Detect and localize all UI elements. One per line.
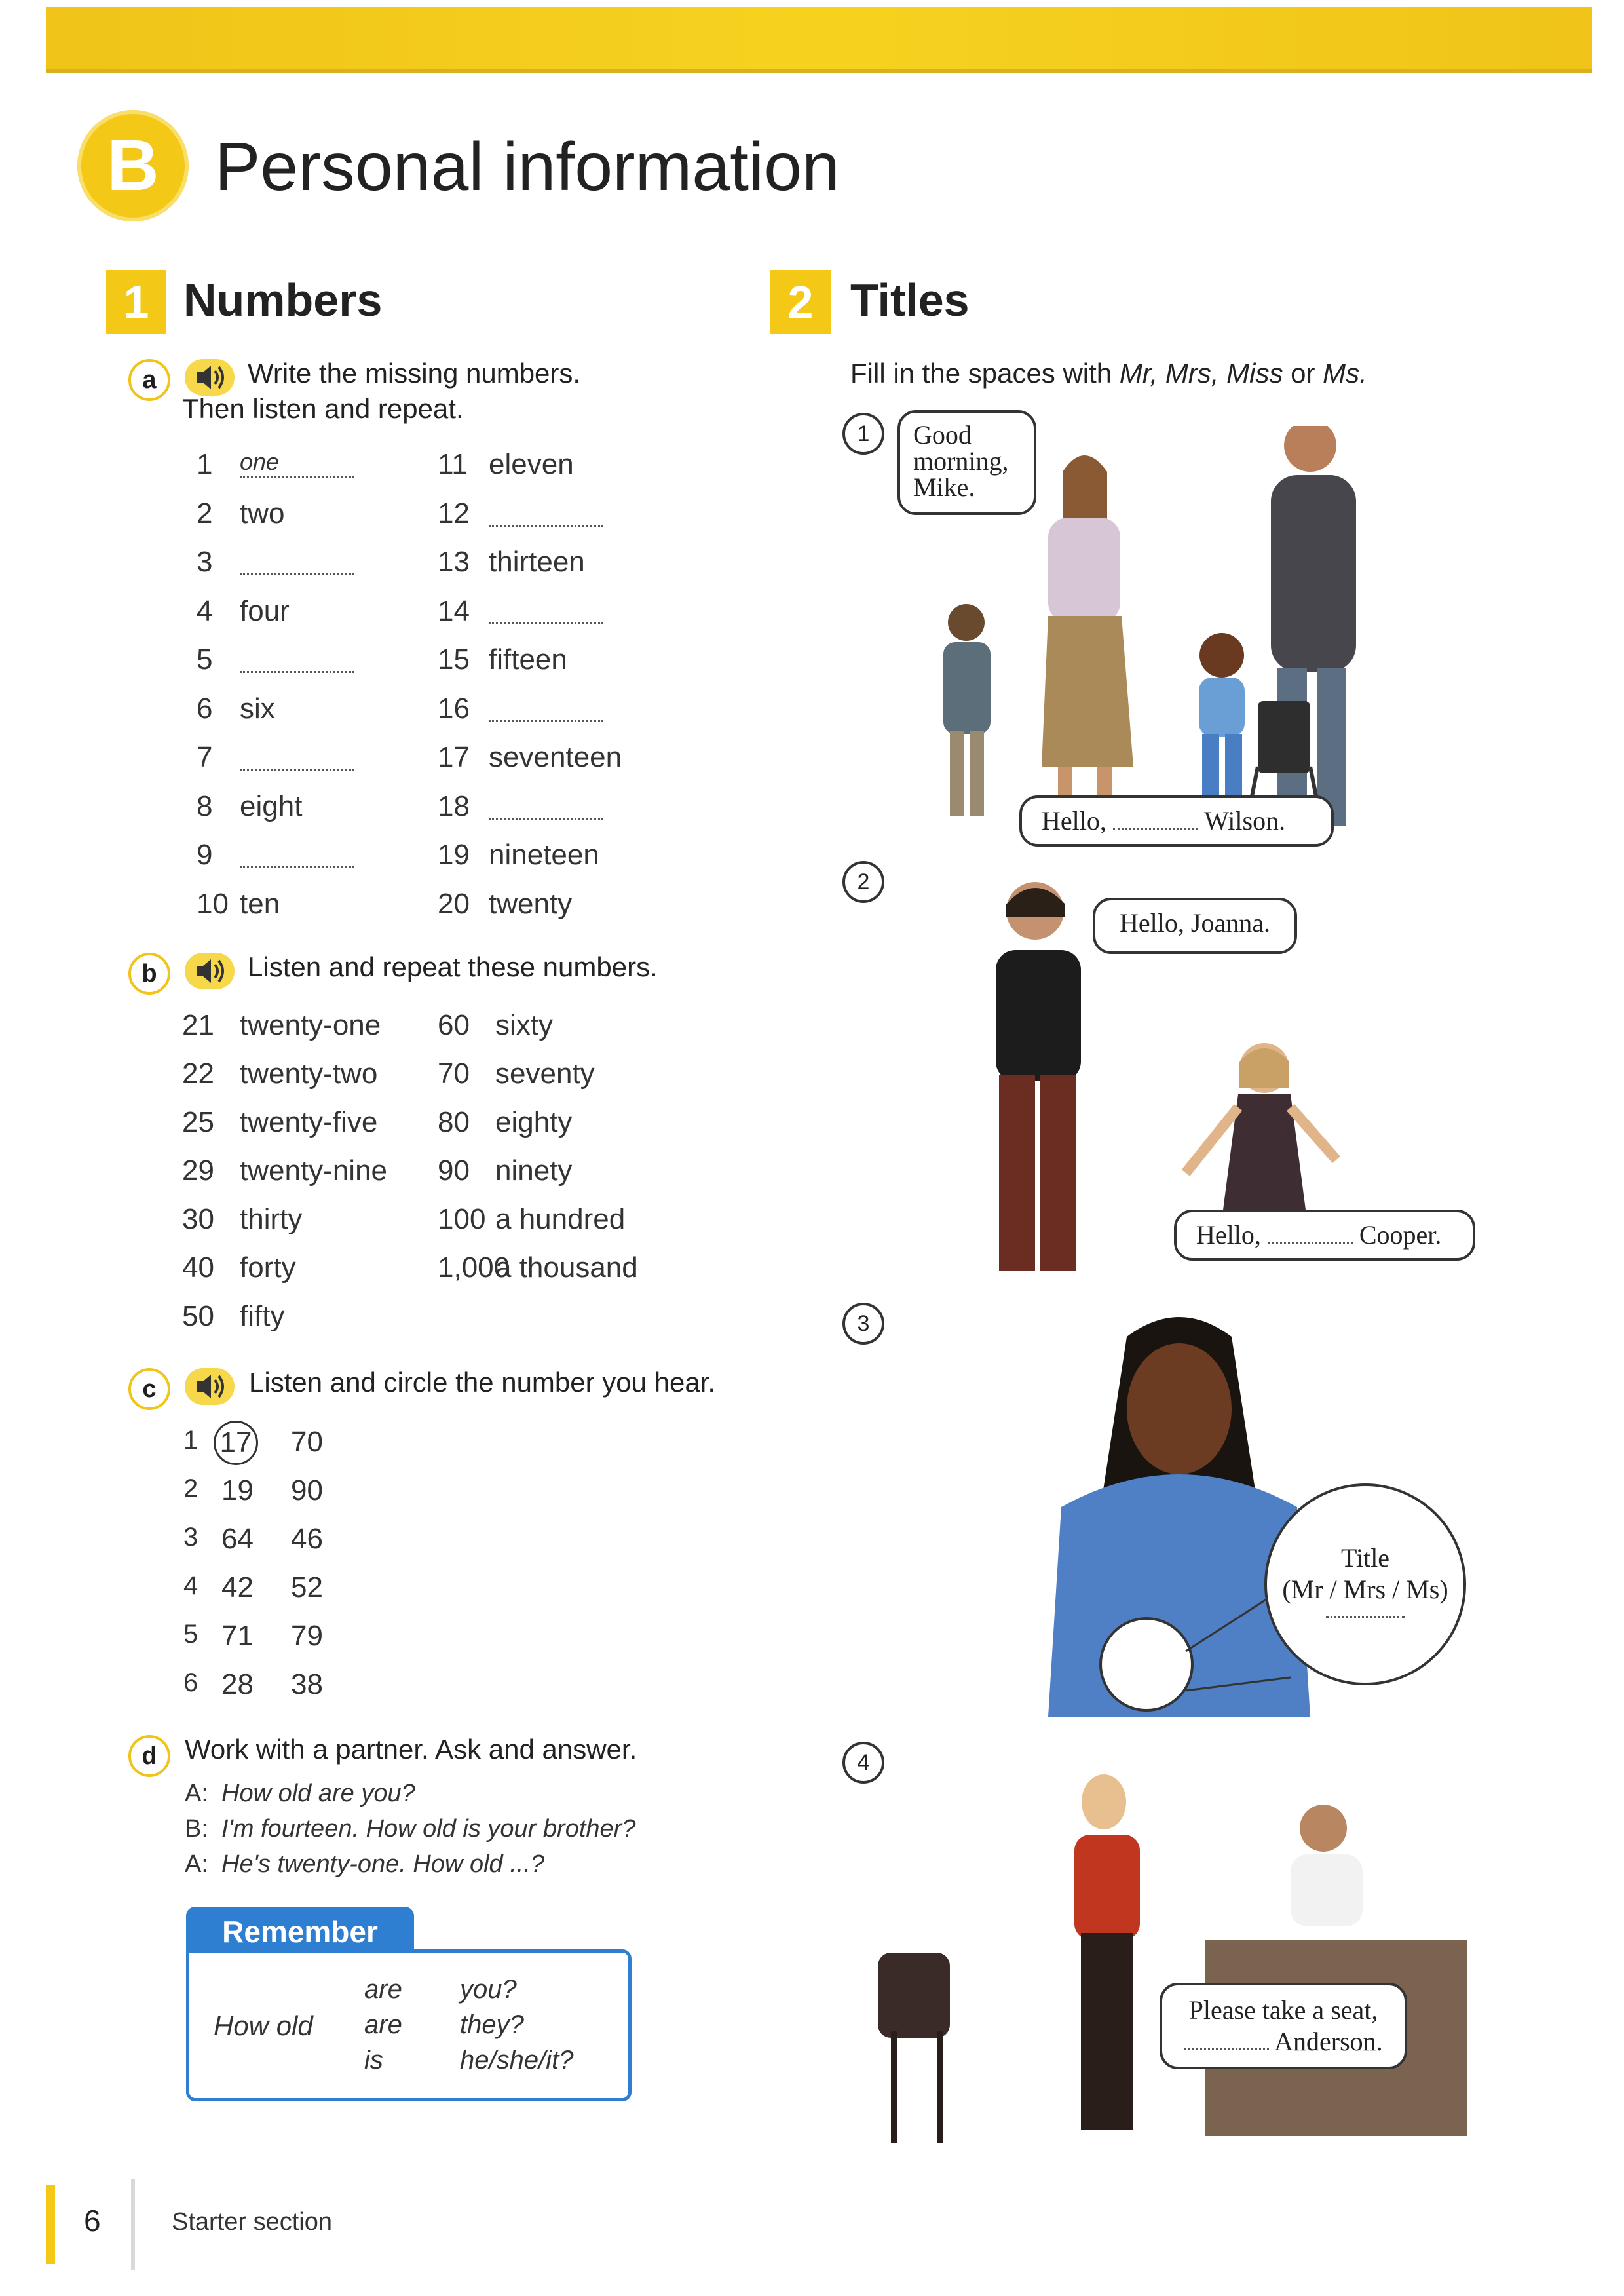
- number-digit: 22: [182, 1058, 214, 1090]
- number-digit: 1: [197, 448, 213, 480]
- scene-4-speech-bubble: [1160, 1983, 1407, 2069]
- section-letter-badge: B: [77, 110, 189, 221]
- number-digit: 50: [182, 1300, 214, 1332]
- answer-blank[interactable]: [489, 811, 603, 820]
- option-b[interactable]: 52: [291, 1571, 323, 1603]
- reply-prefix: Hello,: [1196, 1220, 1268, 1250]
- option-b[interactable]: 90: [291, 1474, 323, 1506]
- number-digit: 17: [438, 741, 470, 773]
- footer-divider: [131, 2179, 135, 2270]
- number-word: eleven: [489, 448, 574, 480]
- scene-3-name-tag-zoom: [1264, 1483, 1466, 1685]
- number-digit: 15: [438, 643, 470, 676]
- number-digit: 25: [182, 1106, 214, 1138]
- option-b[interactable]: 38: [291, 1668, 323, 1700]
- number-word: twenty-nine: [240, 1155, 388, 1187]
- exercise-2-number: 2: [770, 270, 831, 334]
- number-word: a hundred: [495, 1203, 626, 1235]
- top-color-band: [46, 7, 1592, 73]
- remember-subject: you?: [460, 1975, 517, 2004]
- number-digit: 16: [438, 692, 470, 725]
- reply-suffix: Wilson.: [1198, 806, 1286, 835]
- number-word: eight: [240, 790, 303, 822]
- number-digit: 12: [438, 497, 470, 529]
- answer-blank[interactable]: [489, 714, 603, 722]
- subtask-b-badge: b: [128, 953, 170, 995]
- name-tag-options: (Mr / Mrs / Ms): [1282, 1575, 1448, 1604]
- scene-3-number: 3: [842, 1303, 884, 1345]
- dialogue-line: I'm fourteen. How old is your brother?: [221, 1815, 636, 1843]
- page-number: 6: [84, 2204, 101, 2238]
- number-digit: 8: [197, 790, 213, 822]
- number-digit: 80: [438, 1106, 470, 1138]
- number-digit: 10: [197, 887, 229, 920]
- remember-verb: are: [364, 2010, 402, 2039]
- number-word: a thousand: [495, 1252, 638, 1284]
- number-word: fifty: [240, 1300, 285, 1332]
- number-digit: 3: [197, 546, 213, 578]
- number-digit: 29: [182, 1155, 214, 1187]
- option-a[interactable]: 64: [221, 1523, 254, 1555]
- number-digit: 70: [438, 1058, 470, 1090]
- remember-verb: is: [364, 2046, 383, 2075]
- scene-4-number: 4: [842, 1742, 884, 1784]
- number-digit: 14: [438, 594, 470, 627]
- number-word: twenty-two: [240, 1058, 378, 1090]
- number-word: thirteen: [489, 546, 585, 578]
- exercise-1-title: Numbers: [183, 275, 383, 326]
- answer-blank[interactable]: [240, 762, 354, 771]
- footer-section: Starter section: [172, 2208, 332, 2236]
- instruction-options: Mr, Mrs, Miss: [1119, 358, 1283, 389]
- subtask-b-instruction: Listen and repeat these numbers.: [248, 951, 658, 982]
- remember-how-old: How old: [214, 2010, 313, 2041]
- item-index: 6: [183, 1668, 198, 1697]
- number-word: two: [240, 497, 285, 529]
- number-word: seventy: [495, 1058, 595, 1090]
- item-index: 5: [183, 1620, 198, 1649]
- number-digit: 19: [438, 839, 470, 871]
- subtask-a-instruction-line2: Then listen and repeat.: [182, 393, 464, 424]
- item-index: 1: [183, 1426, 198, 1455]
- scene-2-speech-bubble: Hello, Joanna.: [1093, 898, 1297, 954]
- dialogue-line: He's twenty-one. How old ...?: [221, 1850, 545, 1878]
- instruction-prefix: Fill in the spaces with: [850, 358, 1120, 389]
- item-index: 4: [183, 1571, 198, 1600]
- number-digit: 21: [182, 1009, 214, 1041]
- bubble-line-2-suffix: Anderson.: [1269, 2027, 1383, 2056]
- number-word: sixty: [495, 1009, 553, 1041]
- option-b[interactable]: 46: [291, 1523, 323, 1555]
- number-word-example: one: [240, 448, 280, 475]
- dialogue-line: How old are you?: [221, 1780, 415, 1807]
- number-word: fifteen: [489, 643, 567, 676]
- number-word: seventeen: [489, 741, 622, 773]
- answer-blank[interactable]: [1184, 2042, 1269, 2050]
- item-index: 2: [183, 1474, 198, 1503]
- number-digit: 11: [438, 448, 468, 480]
- option-a[interactable]: 28: [221, 1668, 254, 1700]
- scene-1-number: 1: [842, 413, 884, 455]
- number-word: ninety: [495, 1155, 573, 1187]
- scene-1-speech-bubble: Good morning, Mike.: [897, 410, 1036, 515]
- number-digit: 2: [197, 497, 213, 529]
- option-a[interactable]: 17: [214, 1421, 258, 1465]
- item-index: 3: [183, 1523, 198, 1552]
- subtask-a-badge: a: [128, 359, 170, 401]
- number-digit: 18: [438, 790, 470, 822]
- subtask-c-instruction: Listen and circle the number you hear.: [249, 1367, 716, 1398]
- number-digit: 1,000: [438, 1252, 510, 1284]
- number-digit: 90: [438, 1155, 470, 1187]
- number-word: nineteen: [489, 839, 599, 871]
- page-title: Personal information: [215, 129, 840, 205]
- instruction-option-last: Ms.: [1323, 358, 1367, 389]
- number-word: forty: [240, 1252, 296, 1284]
- reply-prefix: Hello,: [1042, 806, 1113, 835]
- number-digit: 60: [438, 1009, 470, 1041]
- number-digit: 30: [182, 1203, 214, 1235]
- audio-icon[interactable]: [185, 1368, 235, 1405]
- scene-2-reply-bubble: [1174, 1210, 1475, 1261]
- answer-blank[interactable]: [489, 518, 603, 527]
- exercise-2-title: Titles: [850, 275, 970, 326]
- option-a[interactable]: 19: [221, 1474, 254, 1506]
- option-a[interactable]: 71: [221, 1620, 254, 1652]
- subtask-a-instruction-line1: Write the missing numbers.: [248, 358, 581, 389]
- number-digit: 4: [197, 594, 213, 627]
- number-word: six: [240, 692, 275, 725]
- scene-2-number: 2: [842, 861, 884, 903]
- footer-accent: [46, 2185, 55, 2264]
- number-digit: 13: [438, 546, 470, 578]
- exercise-2-instruction: [850, 358, 1367, 389]
- answer-blank[interactable]: [1268, 1235, 1353, 1244]
- subtask-d-badge: d: [128, 1735, 170, 1777]
- dialogue-speaker: A:: [185, 1850, 208, 1878]
- answer-blank[interactable]: [240, 469, 354, 478]
- remember-tab: Remember: [186, 1907, 414, 1957]
- number-word: four: [240, 594, 290, 627]
- option-a[interactable]: 42: [221, 1571, 254, 1603]
- reply-suffix: Cooper.: [1352, 1220, 1442, 1250]
- answer-blank[interactable]: [1113, 821, 1198, 830]
- number-word: twenty: [489, 887, 573, 920]
- answer-blank[interactable]: [240, 664, 354, 673]
- audio-icon[interactable]: [185, 359, 235, 396]
- number-digit: 7: [197, 741, 213, 773]
- bubble-line-1: Please take a seat,: [1188, 1995, 1378, 2025]
- subtask-d-instruction: Work with a partner. Ask and answer.: [185, 1734, 637, 1765]
- number-digit: 6: [197, 692, 213, 725]
- remember-subject: they?: [460, 2010, 524, 2039]
- scene-1-reply-bubble: [1019, 795, 1334, 847]
- number-digit: 100: [438, 1203, 486, 1235]
- number-word: eighty: [495, 1106, 573, 1138]
- option-b[interactable]: 70: [291, 1426, 323, 1458]
- dialogue-speaker: B:: [185, 1815, 208, 1843]
- remember-subject: he/she/it?: [460, 2046, 574, 2075]
- dialogue-speaker: A:: [185, 1780, 208, 1807]
- number-digit: 20: [438, 887, 470, 920]
- scene-1-family-illustration: [917, 426, 1441, 845]
- number-word: ten: [240, 887, 280, 920]
- subtask-c-badge: c: [128, 1368, 170, 1410]
- answer-blank[interactable]: [240, 860, 354, 868]
- name-tag-label: Title: [1340, 1543, 1390, 1573]
- audio-icon[interactable]: [185, 953, 235, 989]
- instruction-or: or: [1283, 358, 1323, 389]
- scene-4-office-illustration: [865, 1763, 1481, 2169]
- number-digit: 40: [182, 1252, 214, 1284]
- number-word: thirty: [240, 1203, 303, 1235]
- number-word: twenty-one: [240, 1009, 381, 1041]
- answer-blank[interactable]: [240, 567, 354, 575]
- number-digit: 5: [197, 643, 213, 676]
- exercise-1-number: 1: [106, 270, 166, 334]
- number-word: twenty-five: [240, 1106, 378, 1138]
- remember-verb: are: [364, 1975, 402, 2004]
- answer-blank[interactable]: [1326, 1609, 1405, 1618]
- number-digit: 9: [197, 839, 213, 871]
- option-b[interactable]: 79: [291, 1620, 323, 1652]
- answer-blank[interactable]: [489, 616, 603, 624]
